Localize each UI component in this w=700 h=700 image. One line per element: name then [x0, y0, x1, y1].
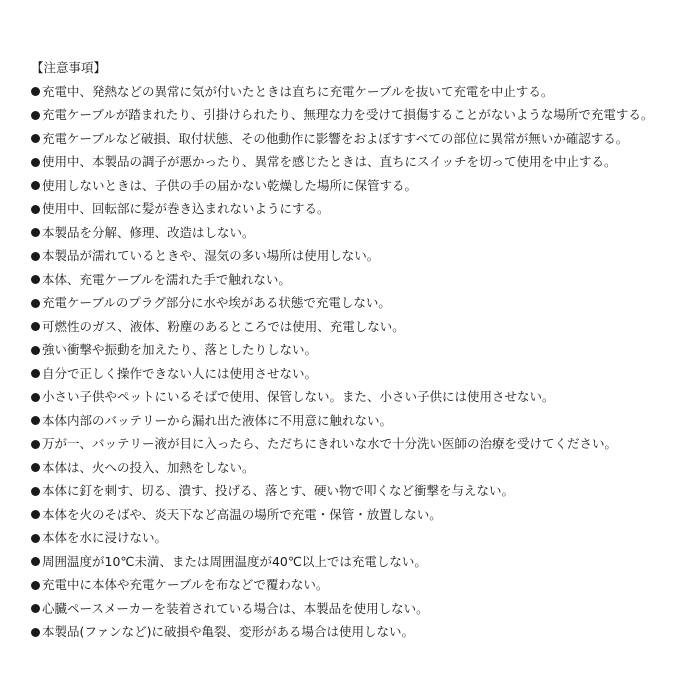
bullet-icon	[31, 534, 40, 543]
caution-item-text: 心臓ペースメーカーを装着されている場合は、本製品を使用しない。	[42, 600, 429, 616]
notice-heading: 【注意事項】	[31, 60, 107, 75]
caution-item-text: 使用しないときは、子供の手の届かない乾燥した場所に保管する。	[42, 177, 418, 193]
bullet-icon	[31, 181, 40, 190]
caution-item-text: 本製品を分解、修理、改造はしない。	[42, 224, 255, 240]
bullet-icon	[31, 322, 40, 331]
caution-item	[31, 319, 693, 343]
caution-item-text: 強い衝撃や振動を加えたり、落としたりしない。	[42, 342, 318, 357]
caution-item	[31, 460, 693, 484]
caution-item	[31, 483, 693, 507]
bullet-icon	[31, 393, 40, 402]
caution-item	[31, 601, 693, 625]
bullet-icon	[31, 299, 40, 308]
caution-item-text: 本体を火のそばや、炎天下など高温の場所で充電・保管・放置しない。	[42, 506, 442, 522]
bullet-icon	[31, 604, 40, 613]
bullet-icon	[31, 134, 40, 143]
caution-item	[31, 554, 693, 578]
bullet-icon	[31, 416, 40, 425]
caution-item-text: 使用中、回転部に髪が巻き込まれないようにする。	[42, 201, 330, 216]
caution-item	[31, 413, 693, 437]
caution-item-text: 本製品(ファンなど)に破損や亀裂、変形がある場合は使用しない。	[42, 624, 415, 639]
caution-item	[31, 366, 693, 390]
bullet-icon	[31, 228, 40, 237]
bullet-icon	[31, 275, 40, 284]
caution-list	[31, 84, 693, 648]
bullet-icon	[31, 628, 40, 637]
caution-item-text: 充電中、発熱などの異常に気が付いたときは直ちに充電ケーブルを抜いて充電を中止する。	[42, 83, 554, 99]
caution-item-text: 万が一、バッテリー液が目に入ったら、ただちにきれいな水で十分洗い医師の治療を受けてください。	[42, 436, 618, 451]
caution-item	[31, 84, 693, 108]
caution-item	[31, 342, 693, 366]
bullet-icon	[31, 510, 40, 519]
caution-item-text: 充電ケーブルが踏まれたり、引掛けられたり、無理な力を受けて損傷することがないような場所で充電する。	[42, 107, 654, 122]
caution-item	[31, 507, 693, 531]
caution-item-text: 充電中に本体や充電ケーブルを布などで覆わない。	[42, 577, 329, 592]
caution-notice	[31, 60, 693, 648]
caution-item	[31, 295, 693, 319]
caution-item-text: 小さい子供やペットにいるそばで使用、保管しない。また、小さい子供には使用させない。	[42, 389, 555, 404]
caution-item	[31, 131, 693, 155]
bullet-icon	[31, 440, 40, 449]
bullet-icon	[31, 346, 40, 355]
bullet-icon	[31, 111, 40, 120]
caution-item	[31, 624, 693, 648]
caution-item-text: 本体内部のバッテリーから漏れ出た液体に不用意に触れない。	[42, 412, 393, 428]
caution-item-text: 使用中、本製品の調子が悪かったり、異常を感じたときは、直ちにスイッチを切って使用を中止する。	[42, 154, 617, 169]
bullet-icon	[31, 369, 40, 378]
bullet-icon	[31, 252, 40, 261]
caution-item	[31, 577, 693, 601]
caution-item	[31, 178, 693, 202]
bullet-icon	[31, 581, 40, 590]
bullet-icon	[31, 557, 40, 566]
caution-item	[31, 248, 693, 272]
caution-item-text: 本体を水に浸けない。	[42, 530, 168, 545]
caution-item	[31, 272, 693, 296]
caution-item-text: 可燃性のガス、液体、粉塵のあるところでは使用、充電しない。	[42, 318, 405, 334]
caution-item-text: 充電ケーブルなど破損、取付状態、その他動作に影響をおよぼすすべての部位に異常が無いか確認する。	[42, 130, 629, 146]
caution-item	[31, 436, 693, 460]
caution-item	[31, 201, 693, 225]
caution-item-text: 自分で正しく操作できない人には使用させない。	[42, 365, 318, 381]
caution-item-text: 充電ケーブルのプラグ部分に水や埃がある状態で充電しない。	[42, 295, 391, 310]
caution-item-text: 周囲温度が10℃未満、または周囲温度が40℃以上では充電しない。	[42, 553, 427, 569]
caution-item	[31, 225, 693, 249]
bullet-icon	[31, 463, 40, 472]
caution-item	[31, 107, 693, 131]
caution-item-text: 本体は、火への投入、加熱をしない。	[42, 459, 255, 475]
bullet-icon	[31, 158, 40, 167]
caution-item	[31, 389, 693, 413]
caution-item	[31, 530, 693, 554]
caution-item-text: 本体、充電ケーブルを濡れた手で触れない。	[42, 271, 291, 287]
caution-item-text: 本体に釘を刺す、切る、潰す、投げる、落とす、硬い物で叩くなど衝撃を与えない。	[42, 483, 515, 498]
caution-item-text: 本製品が濡れているときや、湿気の多い場所は使用しない。	[42, 248, 380, 263]
bullet-icon	[31, 205, 40, 214]
bullet-icon	[31, 87, 40, 96]
bullet-icon	[31, 487, 40, 496]
caution-item	[31, 154, 693, 178]
